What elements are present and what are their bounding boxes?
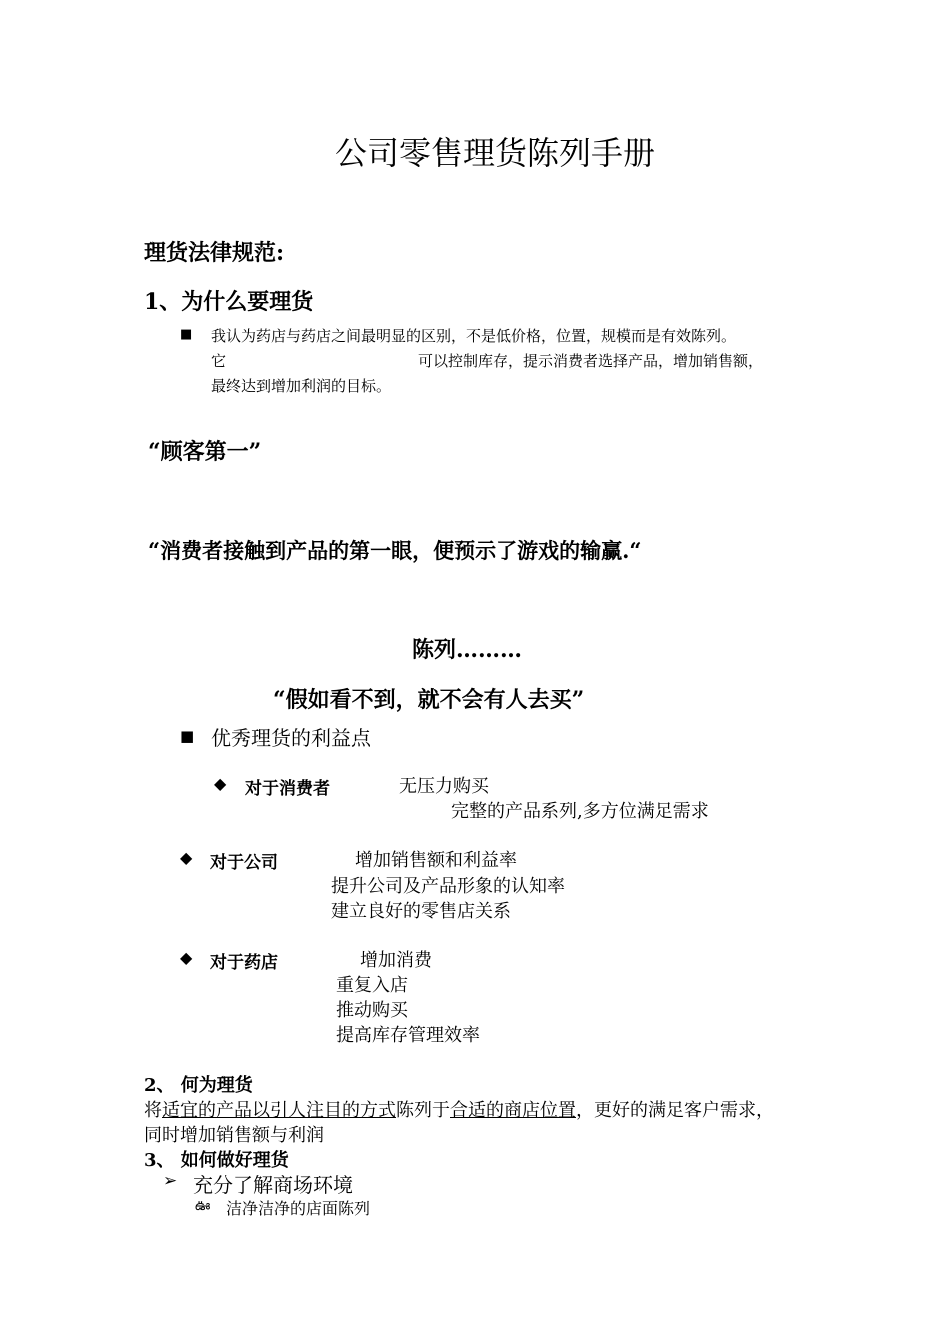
sec2-text-line-2: 同时增加销售额与利润: [144, 1125, 324, 1146]
pharmacy-item: 提高库存管理效率: [336, 1025, 480, 1046]
consumer-item: 无压力购买: [399, 776, 489, 797]
sec2-text-line-1: [144, 1096, 774, 1122]
company-label: 对于公司: [210, 853, 278, 873]
company-item: 建立良好的零售店关系: [331, 901, 511, 922]
quote-customer-first: “顾客第一”: [148, 439, 262, 465]
display-heading: 陈列………: [412, 637, 523, 663]
pharmacy-item: 增加消费: [360, 950, 432, 971]
sec1-text-line-3: 最终达到增加利润的目标。: [211, 377, 392, 395]
benefits-heading: 优秀理货的利益点: [211, 726, 371, 750]
flower-bullet-icon: ఊ: [195, 1198, 211, 1214]
section-3-heading: 3、 如何做好理货: [144, 1150, 289, 1171]
sec2-underlined-text: 合适的商店位置: [450, 1100, 576, 1121]
diamond-bullet-icon: ◆: [214, 774, 227, 793]
square-bullet-icon: ■: [180, 727, 195, 745]
sec3-item: 充分了解商场环境: [193, 1173, 353, 1197]
sec1-text-line-2b: 可以控制库存，提示消费者选择产品，增加销售额，: [418, 352, 764, 370]
sec1-text-line-2a: 它: [211, 352, 227, 370]
sec2-text: ，更好的满足客户需求，: [576, 1100, 774, 1121]
sec2-text: 陈列于: [396, 1100, 450, 1121]
pharmacy-label: 对于药店: [210, 953, 278, 973]
diamond-bullet-icon: ◆: [180, 948, 193, 967]
sec2-text: 将: [144, 1100, 162, 1121]
square-bullet-icon: ■: [180, 327, 193, 342]
company-item: 增加销售额和利益率: [355, 850, 517, 871]
quote-see-to-buy: “假如看不到，就不会有人去买”: [273, 687, 585, 713]
pharmacy-item: 重复入店: [336, 975, 408, 996]
sec1-text-line-1: 我认为药店与药店之间最明显的区别，不是低价格，位置，规模而是有效陈列。: [211, 327, 737, 345]
consumer-label: 对于消费者: [245, 779, 330, 799]
company-item: 提升公司及产品形象的认知率: [331, 876, 565, 897]
arrow-bullet-icon: ➢: [163, 1171, 178, 1191]
section-2-heading: 2、 何为理货: [144, 1075, 253, 1096]
page-title: 公司零售理货陈列手册: [334, 134, 655, 172]
consumer-item: 完整的产品系列,多方位满足需求: [451, 801, 709, 822]
pharmacy-item: 推动购买: [336, 1000, 408, 1021]
section-heading-law: 理货法律规范:: [144, 240, 285, 266]
sec3-sub-item: 洁净洁净的店面陈列: [226, 1199, 371, 1218]
section-1-heading: 1、为什么要理货: [144, 289, 314, 315]
sec2-underlined-text: 适宜的产品以引人注目的方式: [162, 1100, 396, 1121]
quote-first-glance: “消费者接触到产品的第一眼，便预示了游戏的输赢.“: [148, 538, 642, 563]
diamond-bullet-icon: ◆: [180, 848, 193, 867]
